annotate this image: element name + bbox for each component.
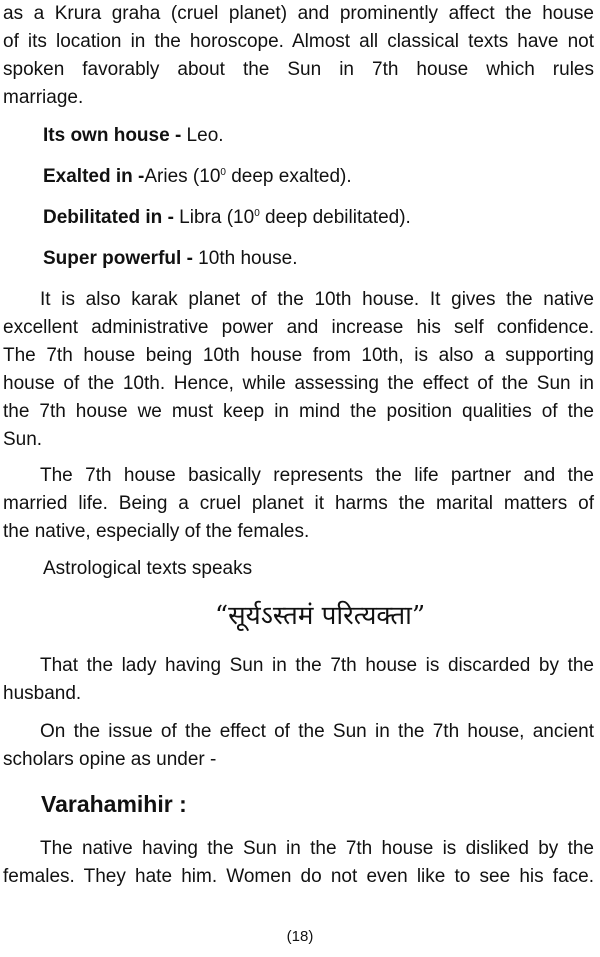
sanskrit-quote: “सूर्यऽस्तमं परित्यक्ता” bbox=[214, 601, 426, 631]
debilitated-label: Debilitated in - bbox=[43, 207, 174, 228]
own-house-value: Leo. bbox=[181, 125, 224, 146]
own-house-label: Its own house - bbox=[43, 125, 182, 146]
paragraph-scholars bbox=[3, 718, 594, 774]
text-line: On the issue of the effect of the Sun in the 7th house, ancient bbox=[40, 721, 594, 742]
section-heading: Varahamihir : bbox=[41, 791, 187, 817]
text-line: It is also karak planet of the 10th house. It gives the native bbox=[40, 289, 594, 310]
paragraph-intro bbox=[3, 0, 594, 112]
text-line: husband. bbox=[3, 683, 82, 704]
exalted-value: Aries (10 bbox=[144, 166, 221, 187]
debilitated-value: Libra (10 bbox=[173, 207, 255, 228]
text-line: The 7th house being 10th house from 10th, is also a supporting bbox=[3, 345, 594, 366]
text-line: the native, especially of the females. bbox=[3, 521, 310, 542]
text-line: marriage. bbox=[3, 87, 84, 108]
text-line: females. They hate him. Women do not even like to see his face. bbox=[3, 866, 594, 887]
own-house-line bbox=[43, 122, 224, 150]
text-line: excellent administrative power and increase his self confidence. bbox=[3, 317, 594, 338]
text-line: The native having the Sun in the 7th house is disliked by the bbox=[40, 838, 594, 859]
paragraph-astrological-texts: Astrological texts speaks bbox=[43, 558, 253, 579]
paragraph-varahamihir bbox=[3, 835, 594, 891]
text-line: married life. Being a cruel planet it harms the marital matters of bbox=[3, 493, 594, 514]
exalted-value-rest: deep exalted). bbox=[225, 166, 352, 187]
debilitated-line bbox=[43, 204, 411, 232]
text-line: the 7th house we must keep in mind the position qualities of the bbox=[3, 401, 594, 422]
super-powerful-label: Super powerful - bbox=[43, 248, 193, 269]
degree-mark: 0 bbox=[254, 208, 260, 219]
text-line: house of the 10th. Hence, while assessing the effect of the Sun in bbox=[3, 373, 594, 394]
exalted-label: Exalted in - bbox=[43, 166, 145, 187]
text-line: scholars opine as under - bbox=[3, 749, 217, 770]
page-number: (18) bbox=[286, 928, 314, 945]
paragraph-discarded bbox=[3, 652, 594, 708]
degree-mark: 0 bbox=[220, 167, 226, 178]
paragraph-karak bbox=[3, 286, 594, 454]
super-powerful-line bbox=[43, 245, 298, 273]
text-line: of its location in the horoscope. Almost all classical texts have not bbox=[3, 31, 594, 52]
paragraph-life-partner bbox=[3, 462, 594, 546]
super-powerful-value: 10th house. bbox=[192, 248, 298, 269]
text-line: spoken favorably about the Sun in 7th house which rules bbox=[3, 59, 594, 80]
text-line: Sun. bbox=[3, 429, 43, 450]
text-line: The 7th house basically represents the life partner and the bbox=[40, 465, 594, 486]
text-line: That the lady having Sun in the 7th house is discarded by the bbox=[40, 655, 594, 676]
exalted-line bbox=[43, 163, 352, 191]
text-line: as a Krura graha (cruel planet) and prominently affect the house bbox=[3, 3, 594, 24]
debilitated-value-rest: deep debilitated). bbox=[259, 207, 411, 228]
